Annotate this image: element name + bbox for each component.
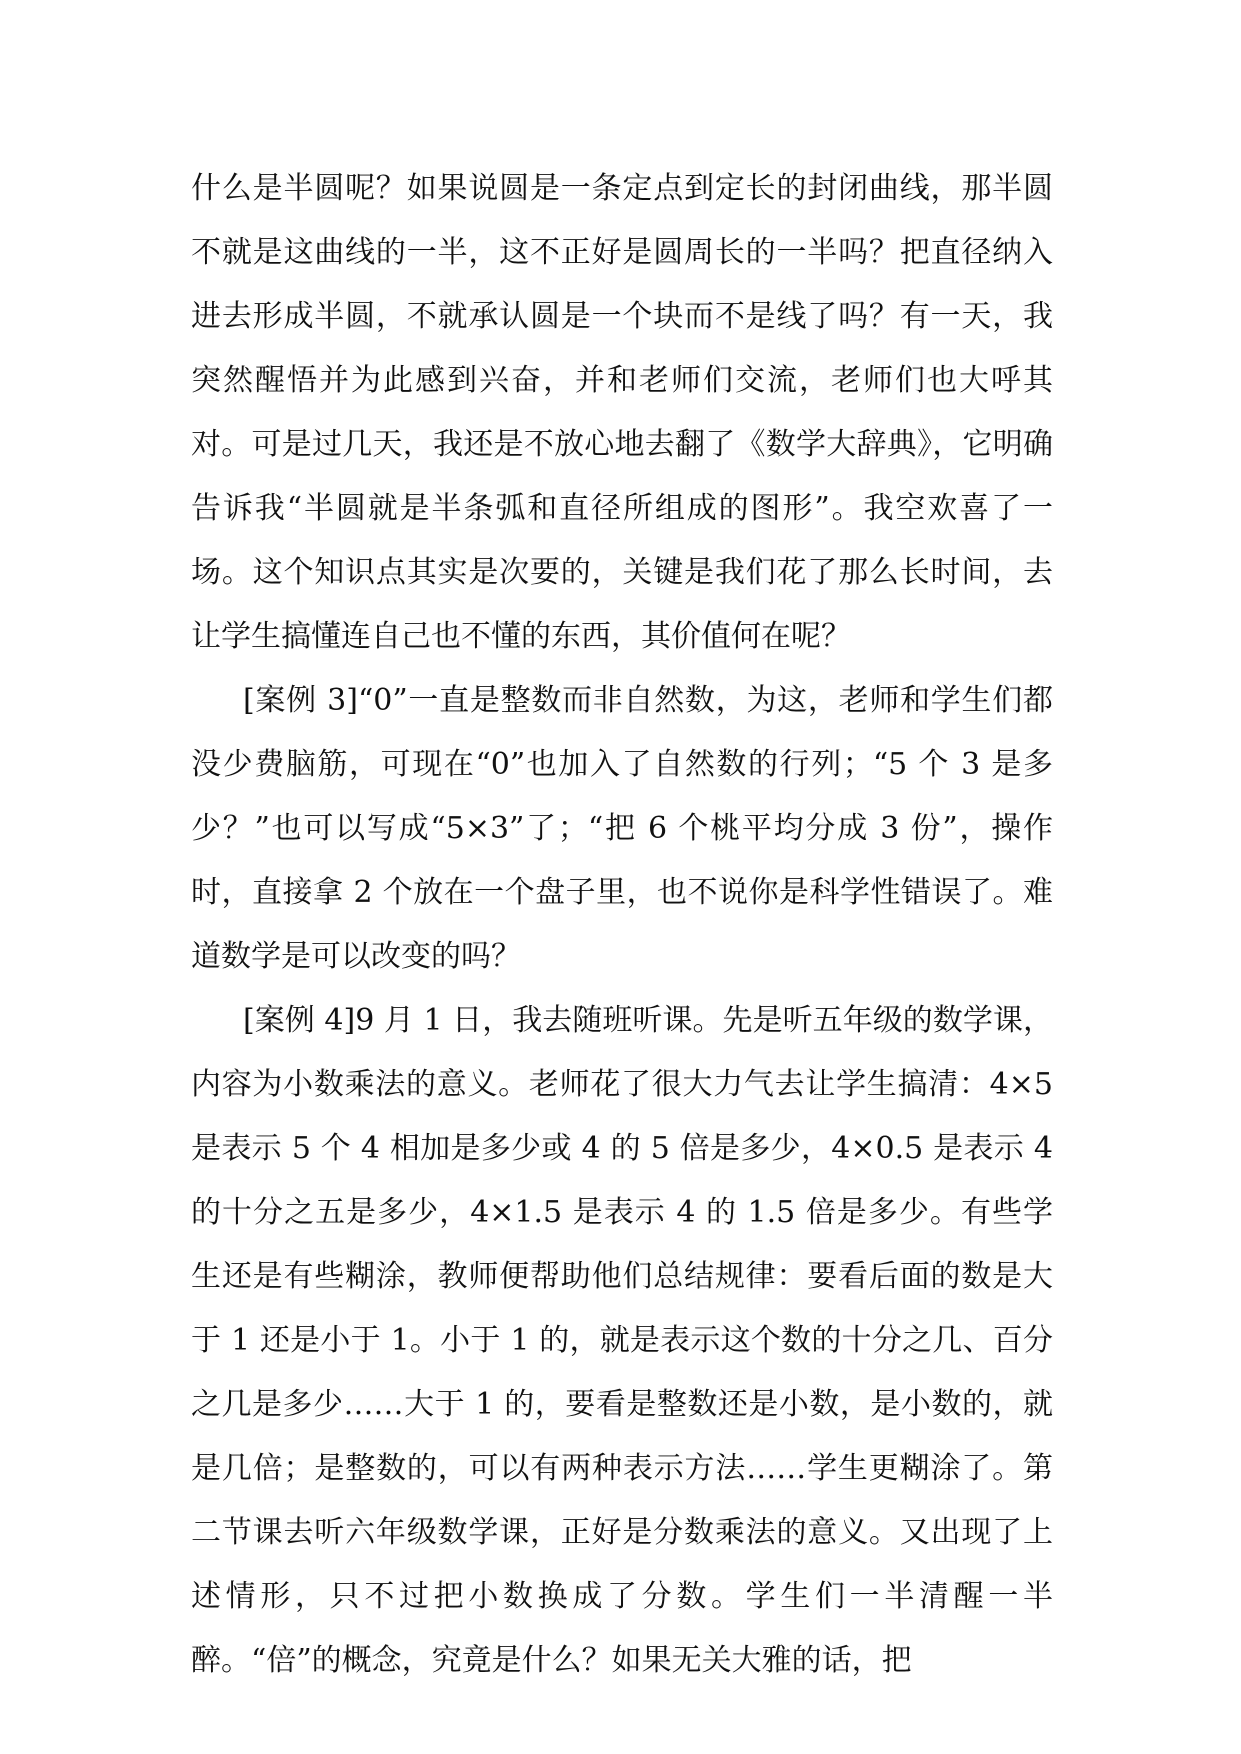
paragraph-semicircle: 什么是半圆呢？如果说圆是一条定点到定长的封闭曲线，那半圆不就是这曲线的一半，这不正好是圆周长的一半吗？把直径纳入进去形成半圆，不就承认圆是一个块而不是线了吗？有一天，我突然醒悟并为此感到兴奋，并和老师们交流，老师们也大呼其对。可是过几天，我还是不放心地去翻了《数学大辞典》，它明确告诉我“半圆就是半条弧和直径所组成的图形”。我空欢喜了一场。这个知识点其实是次要的，关键是我们花了那么长时间，去让学生搞懂连自己也不懂的东西，其价值何在呢？ [191, 171, 1053, 654]
document-body [191, 157, 1063, 1693]
paragraph-case-4: [案例 4]9 月 1 日，我去随班听课。先是听五年级的数学课，内容为小数乘法的意义。老师花了很大力气去让学生搞清：4×5 是表示 5 个 4 相加是多少或 4 的 5 倍是多少，4×0.5 是表示 4 的十分之五是多少，4×1.5 是表示 4 的 1.5 倍是多少。有些学生还是有些糊涂，教师便帮助他们总结规律：要看后面的数是大于 1 还是小于 1。小于 1 的，就是表示这个数的十分之几、百分之几是多少……大于 1 的，要看是整数还是小数，是小数的，就是几倍；是整数的，可以有两种表示方法……学生更糊涂了。第二节课去听六年级数学课，正好是分数乘法的意义。又出现了上述情形，只不过把小数换成了分数。学生们一半清醒一半醉。“倍”的概念，究竟是什么？如果无关大雅的话，把 [191, 1003, 1063, 1678]
paragraph-case-3: [案例 3]“0”一直是整数而非自然数，为这，老师和学生们都没少费脑筋，可现在“0”也加入了自然数的行列；“5 个 3 是多少？”也可以写成“5×3”了；“把 6 个桃平均分成 3 份”，操作时，直接拿 2 个放在一个盘子里，也不说你是科学性错误了。难道数学是可以改变的吗？ [191, 683, 1053, 974]
